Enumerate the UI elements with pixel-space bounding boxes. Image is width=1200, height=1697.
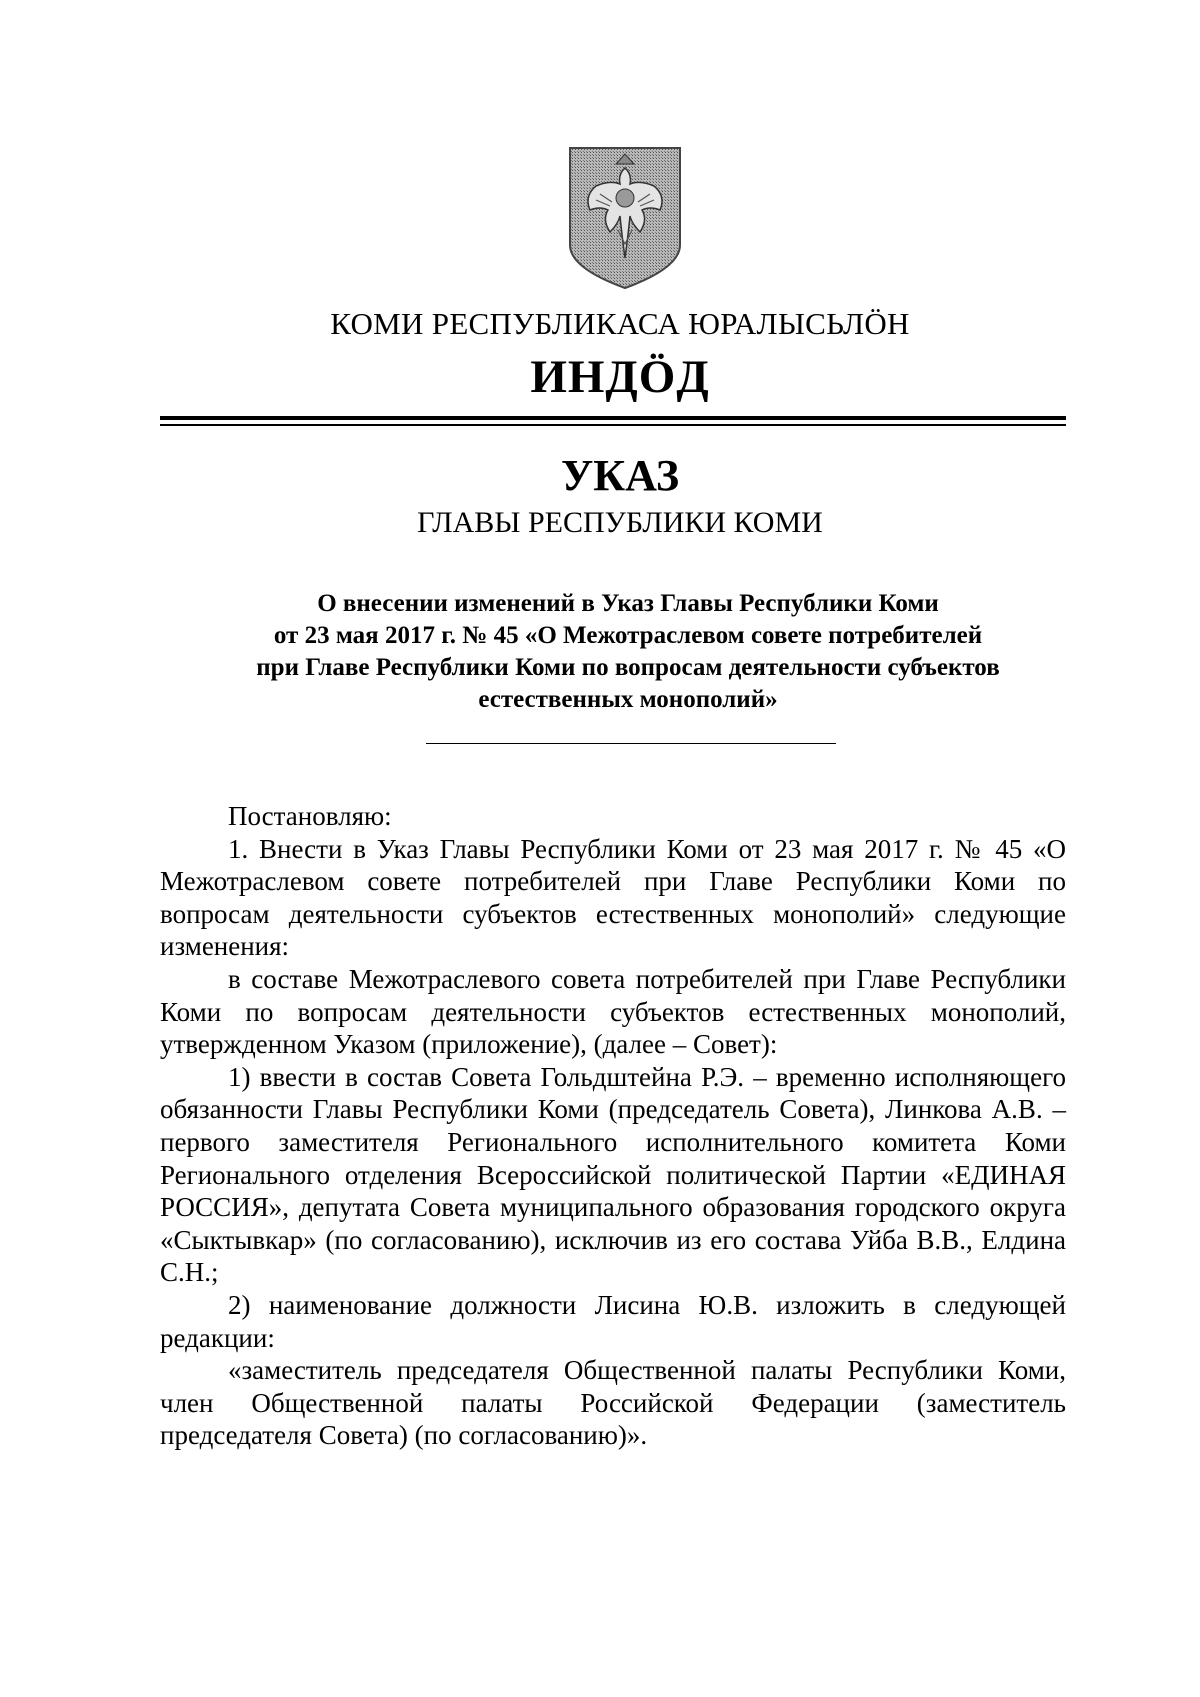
- body-paragraph: 1) ввести в состав Совета Гольдштейна Р.Э. – временно исполняющего обязанности Главы Республики Коми (председатель Совета), Линкова А.В. – первого заместителя Регионального исполнительного комитета Коми Регионального отделения Всероссийской политической Партии «ЕДИНАЯ РОССИЯ», депутата Совета муниципального образования городского округа «Сыктывкар» (по согласованию), исключив из его состава Уйба В.В., Елдина С.Н.;: [160, 1061, 1066, 1288]
- body-paragraph: Постановляю:: [228, 801, 392, 831]
- header-republic-line: КОМИ РЕСПУБЛИКАСА ЮРАЛЫСЬЛÖН: [330, 306, 910, 341]
- subject-line: от 23 мая 2017 г. № 45 «О Межотраслевом совете потребителей: [273, 622, 983, 649]
- coat-of-arms-icon: [560, 140, 690, 290]
- header-divider-thin: [160, 424, 1066, 426]
- body-paragraph: «заместитель председателя Общественной палаты Республики Коми, член Общественной палаты Российской Федерации (заместитель председателя Совета) (по согласованию)».: [160, 1355, 1066, 1451]
- decree-title: УКАЗ: [560, 451, 680, 500]
- body-paragraph: в составе Межотраслевого совета потребителей при Главе Республики Коми по вопросам деятельности субъектов естественных монополий, утвержденном Указом (приложение), (далее – Совет):: [160, 963, 1066, 1060]
- decree-subject: [200, 588, 1056, 716]
- subject-underline: [426, 743, 836, 744]
- header-divider-thick: [160, 416, 1066, 420]
- body-paragraph: 2) наименование должности Лисина Ю.В. изложить в следующей редакции:: [160, 1289, 1066, 1353]
- decree-subtitle: ГЛАВЫ РЕСПУБЛИКИ КОМИ: [417, 506, 823, 539]
- decree-body: [160, 800, 1066, 1452]
- body-paragraph: 1. Внести в Указ Главы Республики Коми от 23 мая 2017 г. № 45 «О Межотраслевом совете потребителей при Главе Республики Коми по вопросам деятельности субъектов естественных монополий» следующие изменения:: [160, 833, 1066, 962]
- subject-line: при Главе Республики Коми по вопросам деятельности субъектов: [256, 654, 1000, 681]
- subject-line: О внесении изменений в Указ Главы Республики Коми: [317, 590, 939, 617]
- header-indod-title: ИНДÖД: [530, 351, 710, 403]
- subject-line: естественных монополий»: [478, 686, 778, 713]
